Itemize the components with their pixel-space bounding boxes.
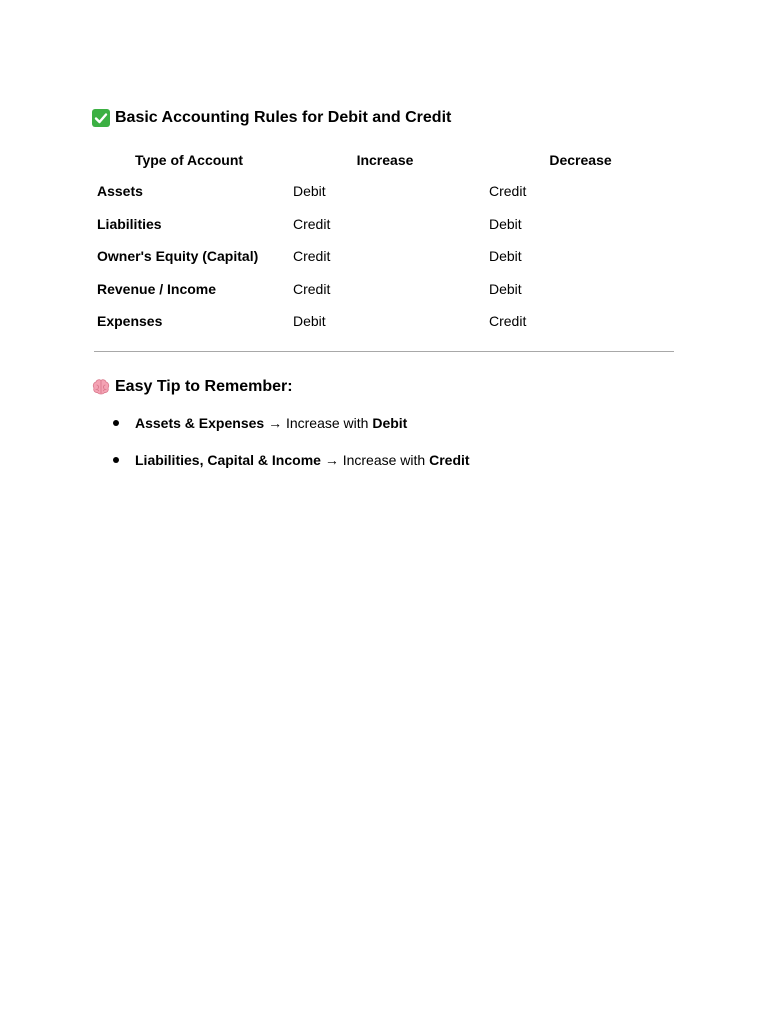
section-heading-tip bbox=[91, 377, 293, 397]
account-type-cell: Owner's Equity (Capital) bbox=[97, 248, 259, 265]
increase-cell: Debit bbox=[293, 313, 326, 330]
section-title: Easy Tip to Remember: bbox=[115, 378, 293, 395]
tip-subject: Liabilities, Capital & Income bbox=[135, 452, 321, 468]
account-type-cell: Revenue / Income bbox=[97, 280, 217, 297]
bullet-icon bbox=[113, 457, 119, 463]
decrease-cell: Debit bbox=[489, 215, 522, 232]
section-heading-rules bbox=[91, 108, 451, 128]
tip-result: Debit bbox=[372, 415, 408, 431]
account-type-cell: Assets bbox=[97, 183, 143, 200]
brain-icon bbox=[91, 377, 111, 397]
decrease-cell: Debit bbox=[489, 280, 522, 297]
bullet-icon bbox=[113, 420, 119, 426]
tip-text bbox=[135, 415, 407, 431]
table-row bbox=[91, 273, 678, 306]
table-row bbox=[91, 175, 678, 208]
table-row bbox=[91, 305, 678, 338]
column-header-decrease: Decrease bbox=[549, 152, 612, 168]
horizontal-divider bbox=[94, 351, 674, 352]
tip-connector: → Increase with bbox=[264, 415, 373, 431]
tip-subject: Assets & Expenses bbox=[135, 415, 265, 431]
list-item bbox=[113, 412, 470, 434]
account-type-cell: Expenses bbox=[97, 313, 163, 330]
increase-cell: Debit bbox=[293, 183, 326, 200]
list-item bbox=[113, 449, 470, 471]
accounting-rules-table bbox=[91, 145, 678, 338]
tip-result: Credit bbox=[429, 452, 470, 468]
decrease-cell: Debit bbox=[489, 248, 522, 265]
decrease-cell: Credit bbox=[489, 313, 527, 330]
section-title: Basic Accounting Rules for Debit and Credit bbox=[115, 109, 452, 126]
check-mark-icon bbox=[91, 108, 111, 128]
tip-text bbox=[135, 452, 470, 468]
increase-cell: Credit bbox=[293, 248, 331, 265]
table-header-row bbox=[91, 145, 678, 175]
table-row bbox=[91, 240, 678, 273]
column-header-type: Type of Account bbox=[134, 152, 244, 168]
column-header-increase: Increase bbox=[356, 152, 414, 168]
increase-cell: Credit bbox=[293, 215, 331, 232]
table-row bbox=[91, 208, 678, 241]
tip-list bbox=[113, 412, 470, 486]
tip-connector: → Increase with bbox=[320, 452, 430, 468]
decrease-cell: Credit bbox=[489, 183, 527, 200]
account-type-cell: Liabilities bbox=[97, 215, 162, 232]
increase-cell: Credit bbox=[293, 280, 331, 297]
